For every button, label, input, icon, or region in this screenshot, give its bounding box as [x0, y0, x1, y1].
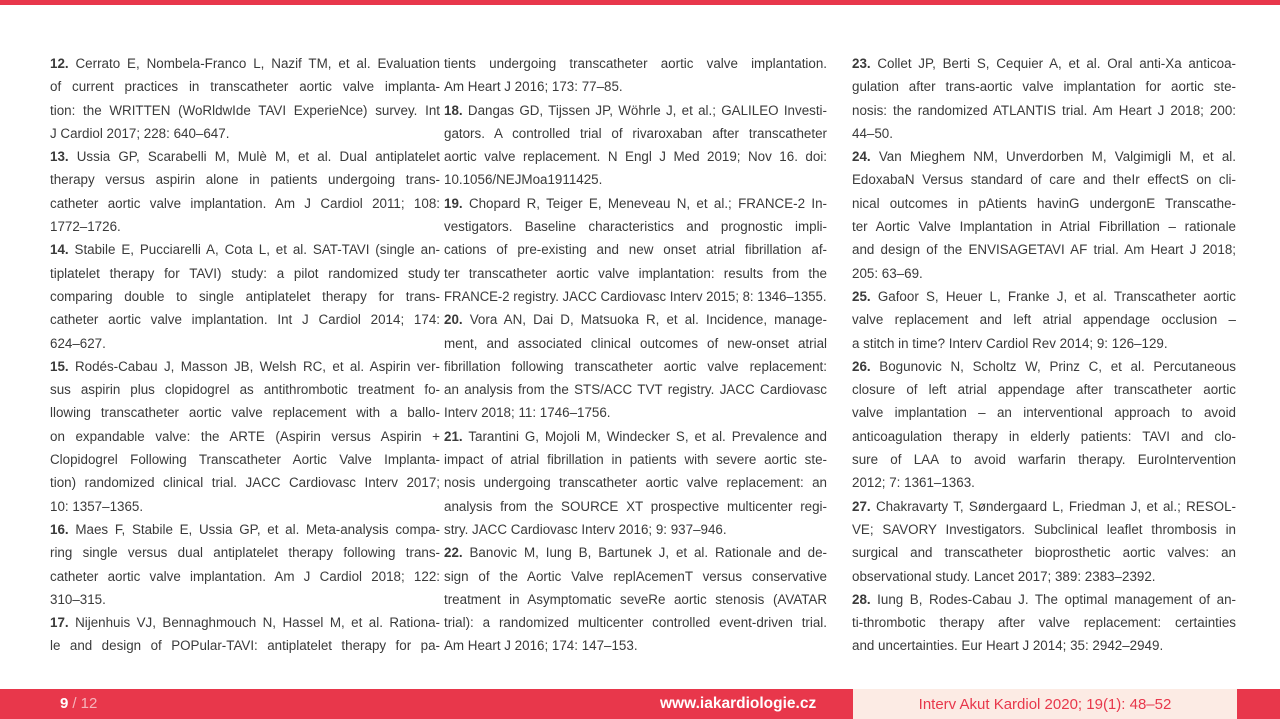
reference-line: 27. Chakravarty T, Søndergaard L, Friedman J, et al.; RESOL- — [852, 498, 1236, 514]
reference-line: impact of atrial fibrillation in patients with severe aortic ste- — [444, 452, 827, 468]
reference-line: of current practices in transcatheter aortic valve implanta- — [50, 79, 440, 95]
reference-number: 14. — [50, 242, 69, 258]
reference-line: 44–50. — [852, 125, 893, 141]
reference-line: ment, and associated clinical outcomes of new-onset atrial — [444, 335, 827, 351]
reference-line: 25. Gafoor S, Heuer L, Franke J, et al. Transcatheter aortic — [852, 288, 1236, 304]
reference-number: 19. — [444, 195, 463, 211]
reference-item — [50, 52, 440, 145]
journal-website-link[interactable]: www.iakardiologie.cz — [660, 695, 817, 712]
reference-line: valve replacement and left atrial appendage occlusion – — [852, 312, 1236, 328]
reference-item — [444, 308, 827, 424]
reference-line: observational study. Lancet 2017; 389: 2383–2392. — [852, 568, 1156, 584]
reference-line: treatment in Asymptomatic seveRe aortic stenosis (AVATAR — [444, 591, 827, 607]
reference-line: 19. Chopard R, Teiger E, Meneveau N, et al.; FRANCE-2 In- — [444, 195, 827, 211]
reference-line: le and design of POPular-TAVI: antiplatelet therapy for pa- — [50, 638, 440, 654]
reference-line: closure of left atrial appendage after transcatheter aortic — [852, 382, 1236, 398]
reference-line: on expandable valve: the ARTE (Aspirin versus Aspirin + — [50, 428, 440, 444]
reference-line: tion) randomized clinical trial. JACC Cardiovasc Interv 2017; — [50, 475, 440, 491]
reference-line: catheter aortic valve implantation. Am J Cardiol 2011; 108: — [50, 195, 440, 211]
reference-line: ter Aortic Valve Implantation in Atrial Fibrillation – rationale — [852, 219, 1236, 235]
reference-line: a stitch in time? Interv Cardiol Rev 2014; 9: 126–129. — [852, 335, 1168, 351]
reference-line: 13. Ussia GP, Scarabelli M, Mulè M, et al. Dual antiplatelet — [50, 149, 440, 165]
reference-line: stry. JACC Cardiovasc Interv 2016; 9: 937–946. — [444, 521, 727, 537]
reference-line: J Cardiol 2017; 228: 640–647. — [50, 125, 230, 141]
reference-line: 16. Maes F, Stabile E, Ussia GP, et al. Meta-analysis compa- — [50, 521, 440, 537]
reference-line: vestigators. Baseline characteristics and prognostic impli- — [444, 219, 827, 235]
reference-line: Interv 2018; 11: 1746–1756. — [444, 405, 611, 421]
reference-line: sure of LAA to avoid warfarin therapy. EuroIntervention — [852, 452, 1236, 468]
reference-number: 22. — [444, 545, 463, 561]
reference-line: anticoagulation therapy in elderly patients: TAVI and clo- — [852, 428, 1236, 444]
reference-line: 205: 63–69. — [852, 265, 923, 281]
reference-line: 1772–1726. — [50, 219, 121, 235]
references-column-2 — [444, 52, 827, 658]
reference-line: an analysis from the STS/ACC TVT registry. JACC Cardiovasc — [444, 382, 827, 398]
reference-item — [852, 52, 1236, 145]
reference-line: sign of the Aortic Valve replAcemenT versus conservative — [444, 568, 827, 584]
reference-line: FRANCE-2 registry. JACC Cardiovasc Interv 2015; 8: 1346–1355. — [444, 288, 827, 304]
reference-line: catheter aortic valve implantation. Int J Cardiol 2014; 174: — [50, 312, 440, 328]
reference-line: 12. Cerrato E, Nombela-Franco L, Nazif TM, et al. Evaluation — [50, 56, 440, 71]
reference-line: surgical and transcatheter bioprosthetic aortic valves: an — [852, 545, 1236, 561]
page-count: / 12 — [72, 695, 98, 712]
reference-line: catheter aortic valve implantation. Am J Cardiol 2018; 122: — [50, 568, 440, 584]
reference-item — [50, 355, 440, 518]
reference-line: nical outcomes in pAtients havinG undergonE Transcathe- — [852, 195, 1236, 211]
reference-line: fibrillation following transcatheter aortic valve replacement: — [444, 358, 827, 374]
reference-line: gators. A controlled trial of rivaroxaban after transcatheter — [444, 125, 827, 141]
reference-item — [444, 99, 827, 192]
reference-item — [50, 238, 440, 354]
footer-bar — [0, 689, 1280, 719]
reference-line: 10: 1357–1365. — [50, 498, 144, 514]
reference-line: 26. Bogunovic N, Scholtz W, Prinz C, et al. Percutaneous — [852, 358, 1236, 374]
reference-line: nosis: the randomized ATLANTIS trial. Am Heart J 2018; 200: — [852, 102, 1236, 118]
reference-number: 20. — [444, 312, 463, 328]
references-column-1 — [50, 52, 440, 658]
reference-line: Am Heart J 2016; 174: 147–153. — [444, 638, 638, 654]
reference-line: tion: the WRITTEN (WoRldwIde TAVI ExperieNce) survey. Int — [50, 102, 440, 118]
reference-number: 28. — [852, 591, 871, 607]
reference-line: llowing transcatheter aortic valve replacement with a ballo- — [50, 405, 440, 421]
reference-line: 23. Collet JP, Berti S, Cequier A, et al. Oral anti-Xa anticoa- — [852, 56, 1236, 71]
reference-line: ter transcatheter aortic valve implantation: results from the — [444, 265, 827, 281]
reference-number: 15. — [50, 358, 69, 374]
reference-line: tiplatelet therapy for TAVI) study: a pilot randomized study — [50, 265, 440, 281]
reference-item — [444, 52, 827, 99]
reference-line: trial): a randomized multicenter controlled event-driven trial. — [444, 615, 827, 631]
reference-item — [852, 495, 1236, 588]
page-number: 9 — [60, 695, 69, 712]
reference-item — [50, 518, 440, 611]
reference-item — [852, 355, 1236, 495]
reference-item — [444, 541, 827, 657]
reference-line: 20. Vora AN, Dai D, Matsuoka R, et al. Incidence, manage- — [444, 312, 827, 328]
reference-line: and design of the ENVISAGETAVI AF trial. Am Heart J 2018; — [852, 242, 1236, 258]
reference-line: 624–627. — [50, 335, 106, 351]
reference-line: sus aspirin plus clopidogrel as antithrombotic treatment fo- — [50, 382, 440, 398]
top-accent-bar — [0, 0, 1280, 5]
reference-line: therapy versus aspirin alone in patients undergoing trans- — [50, 172, 440, 188]
reference-number: 27. — [852, 498, 871, 514]
reference-number: 13. — [50, 149, 69, 165]
reference-line: nosis undergoing transcatheter aortic valve replacement: an — [444, 475, 827, 491]
journal-citation: Interv Akut Kardiol 2020; 19(1): 48–52 — [918, 695, 1172, 713]
reference-number: 16. — [50, 521, 69, 537]
reference-line: aortic valve replacement. N Engl J Med 2019; Nov 16. doi: — [444, 149, 827, 165]
reference-line: ring single versus dual antiplatelet therapy following trans- — [50, 545, 440, 561]
reference-line: tients undergoing transcatheter aortic valve implantation. — [444, 56, 827, 71]
references-column-3 — [852, 52, 1236, 658]
reference-line: analysis from the SOURCE XT prospective multicenter regi- — [444, 498, 827, 514]
footer-pagination — [60, 689, 97, 719]
reference-line: comparing double to single antiplatelet therapy for trans- — [50, 288, 440, 304]
reference-line: 10.1056/NEJMoa1911425. — [444, 172, 603, 188]
reference-item — [444, 192, 827, 308]
reference-number: 18. — [444, 102, 463, 118]
reference-line: 310–315. — [50, 591, 106, 607]
reference-line: 15. Rodés-Cabau J, Masson JB, Welsh RC, et al. Aspirin ver- — [50, 358, 440, 374]
reference-line: 22. Banovic M, Iung B, Bartunek J, et al. Rationale and de- — [444, 545, 827, 561]
reference-line: 2012; 7: 1361–1363. — [852, 475, 975, 491]
reference-line: VE; SAVORY Investigators. Subclinical leaflet thrombosis in — [852, 521, 1236, 537]
reference-number: 21. — [444, 428, 463, 444]
reference-line: valve implantation – an interventional approach to avoid — [852, 405, 1236, 421]
reference-line: EdoxabaN Versus standard of care and theIr effectS on cli- — [852, 172, 1236, 188]
reference-number: 23. — [852, 56, 871, 71]
reference-line: cations of pre-existing and new onset atrial fibrillation af- — [444, 242, 827, 258]
reference-line: 21. Tarantini G, Mojoli M, Windecker S, et al. Prevalence and — [444, 428, 827, 444]
reference-line: Clopidogrel Following Transcatheter Aortic Valve Implanta- — [50, 452, 440, 468]
reference-item — [50, 611, 440, 658]
reference-item — [852, 285, 1236, 355]
reference-number: 17. — [50, 615, 69, 631]
reference-item — [852, 145, 1236, 285]
reference-line: 14. Stabile E, Pucciarelli A, Cota L, et al. SAT-TAVI (single an- — [50, 242, 440, 258]
reference-item — [50, 145, 440, 238]
reference-line: 24. Van Mieghem NM, Unverdorben M, Valgimigli M, et al. — [852, 149, 1236, 165]
reference-line: 28. Iung B, Rodes-Cabau J. The optimal management of an- — [852, 591, 1236, 607]
reference-number: 24. — [852, 149, 871, 165]
reference-line: and uncertainties. Eur Heart J 2014; 35: 2942–2949. — [852, 638, 1164, 654]
reference-number: 25. — [852, 288, 871, 304]
citation-panel — [853, 689, 1237, 719]
reference-number: 26. — [852, 358, 871, 374]
reference-number: 12. — [50, 56, 69, 71]
reference-line: Am Heart J 2016; 173: 77–85. — [444, 79, 623, 95]
reference-item — [444, 425, 827, 541]
reference-line: 18. Dangas GD, Tijssen JP, Wöhrle J, et al.; GALILEO Investi- — [444, 102, 827, 118]
reference-line: ti-thrombotic therapy after valve replacement: certainties — [852, 615, 1236, 631]
reference-line: 17. Nijenhuis VJ, Bennaghmouch N, Hassel M, et al. Rationa- — [50, 615, 440, 631]
reference-line: gulation after trans-aortic valve implantation for aortic ste- — [852, 79, 1236, 95]
reference-item — [852, 588, 1236, 658]
